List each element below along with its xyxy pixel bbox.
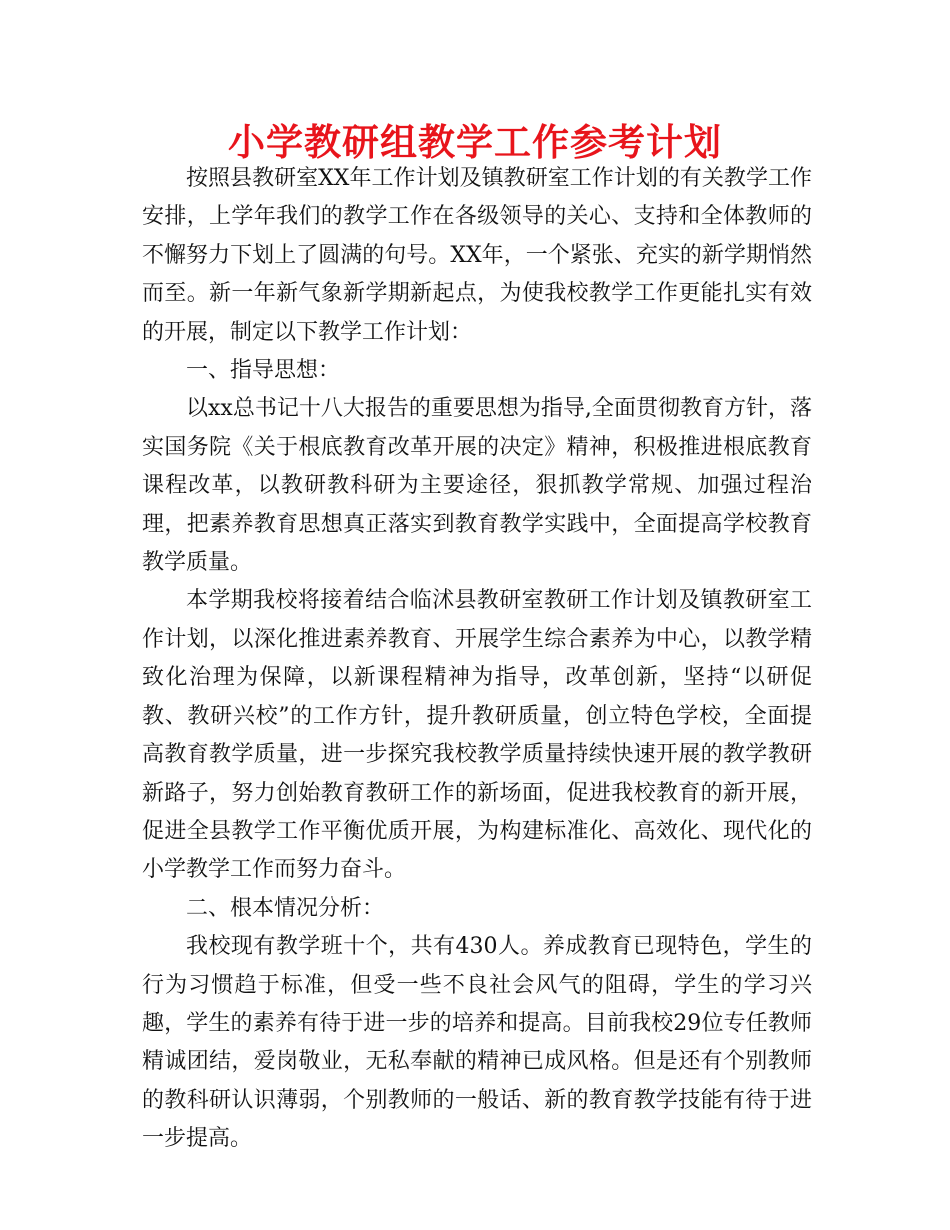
guiding-thought-paragraph: 以xx总书记十八大报告的重要思想为指导,全面贯彻教育方针，落实国务院《关于根底教育改革开展的决定》精神，积极推进根底教育课程改革，以教研教科研为主要途径，狠抓教学常规、加强过程治理，把素养教育思想真正落实到教育教学实践中，全面提高学校教育教学质量。	[142, 396, 812, 576]
document-body	[142, 160, 812, 1159]
intro-paragraph: 按照县教研室XX年工作计划及镇教研室工作计划的有关教学工作安排，上学年我们的教学工作在各级领导的关心、支持和全体教师的不懈努力下划上了圆满的句号。XX年，一个紧张、充实的新学期悄然而至。新一年新气象新学期新起点，为使我校教学工作更能扎实有效的开展，制定以下教学工作计划：	[142, 166, 812, 345]
section-heading-situation-analysis: 二、根本情况分析：	[186, 895, 385, 921]
document-title: 小学教研组教学工作参考计划	[228, 121, 722, 164]
situation-analysis-paragraph: 我校现有教学班十个，共有430人。养成教育已现特色，学生的行为习惯趋于标准，但受一些不良社会风气的阻碍，学生的学习兴趣，学生的素养有待于进一步的培养和提高。目前我校29位专任教师精诚团结，爱岗敬业，无私奉献的精神已成风格。但是还有个别教师的教科研认识薄弱，个别教师的一般话、新的教育教学技能有待于进一步提高。	[142, 934, 812, 1152]
semester-plan-paragraph: 本学期我校将接着结合临沭县教研室教研工作计划及镇教研室工作计划，以深化推进素养教育、开展学生综合素养为中心，以教学精致化治理为保障，以新课程精神为指导，改革创新，坚持“以研促教、教研兴校”的工作方针，提升教研质量，创立特色学校，全面提高教育教学质量，进一步探究我校教学质量持续快速开展的教学教研新路子，努力创始教育教研工作的新场面，促进我校教育的新开展，促进全县教学工作平衡优质开展，为构建标准化、高效化、现代化的小学教学工作而努力奋斗。	[142, 588, 812, 883]
section-heading-guiding-thought: 一、指导思想：	[186, 358, 341, 384]
